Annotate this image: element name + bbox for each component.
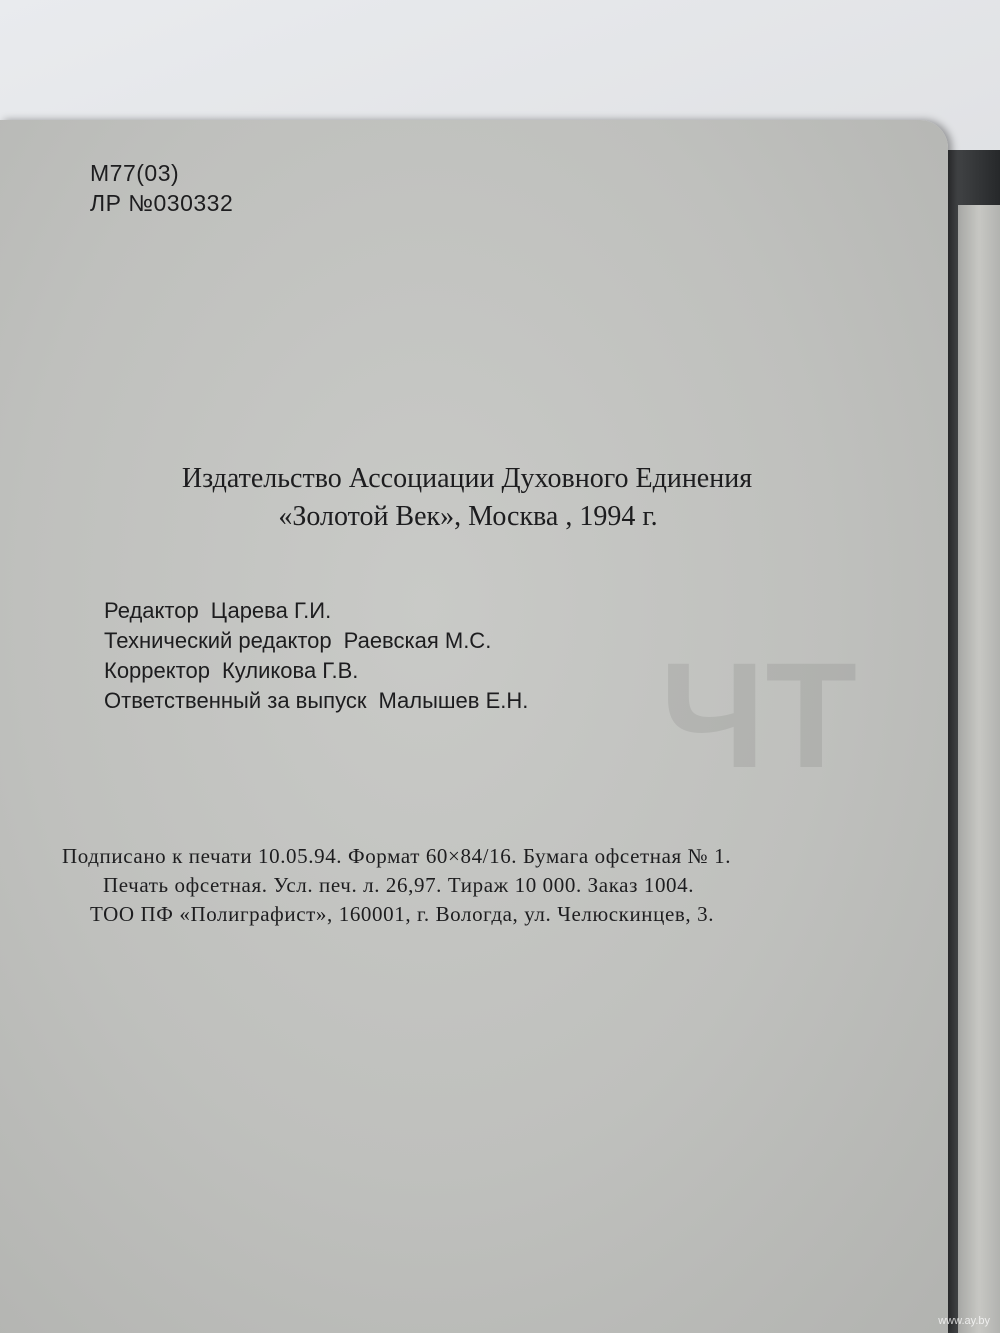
credit-person: Царева Г.И. — [210, 598, 332, 623]
credit-row — [104, 656, 528, 686]
publisher-name: Издательство Ассоциации Духовного Единения — [181, 463, 753, 494]
credit-row — [104, 626, 528, 656]
imprint-block — [0, 842, 948, 929]
show-through-print: ЧТ — [660, 631, 858, 799]
credit-person: Малышев Е.Н. — [378, 688, 529, 713]
imprint-edition-details: Печать офсетная. Усл. печ. л. 26,97. Тираж 10 000. Заказ 1004. — [103, 873, 695, 897]
catalog-code-line: М77(03) — [90, 160, 180, 186]
credit-person: Куликова Г.В. — [221, 658, 359, 683]
credit-role: Ответственный за выпуск — [104, 688, 367, 713]
publisher-place-year: «Золотой Век», Москва , 1994 г. — [278, 501, 658, 532]
book-page-edges — [958, 205, 1000, 1333]
site-watermark: www.ay.by — [938, 1315, 990, 1327]
publisher-block — [0, 460, 930, 536]
imprint-print-details: Подписано к печати 10.05.94. Формат 60×84/16. Бумага офсетная № 1. — [62, 844, 732, 868]
credit-role: Редактор — [104, 598, 199, 623]
license-number-line: ЛР №030332 — [90, 190, 234, 216]
credit-person: Раевская М.С. — [343, 628, 492, 653]
credit-row — [104, 596, 528, 626]
credits-list — [104, 596, 528, 716]
imprint-printer-address: ТОО ПФ «Полиграфист», 160001, г. Вологда, ул. Челюскинцев, 3. — [90, 902, 715, 926]
credit-role: Корректор — [104, 658, 210, 683]
catalog-codes — [90, 158, 233, 218]
credit-role: Технический редактор — [104, 628, 332, 653]
book-page — [0, 120, 948, 1333]
credit-row — [104, 686, 528, 716]
